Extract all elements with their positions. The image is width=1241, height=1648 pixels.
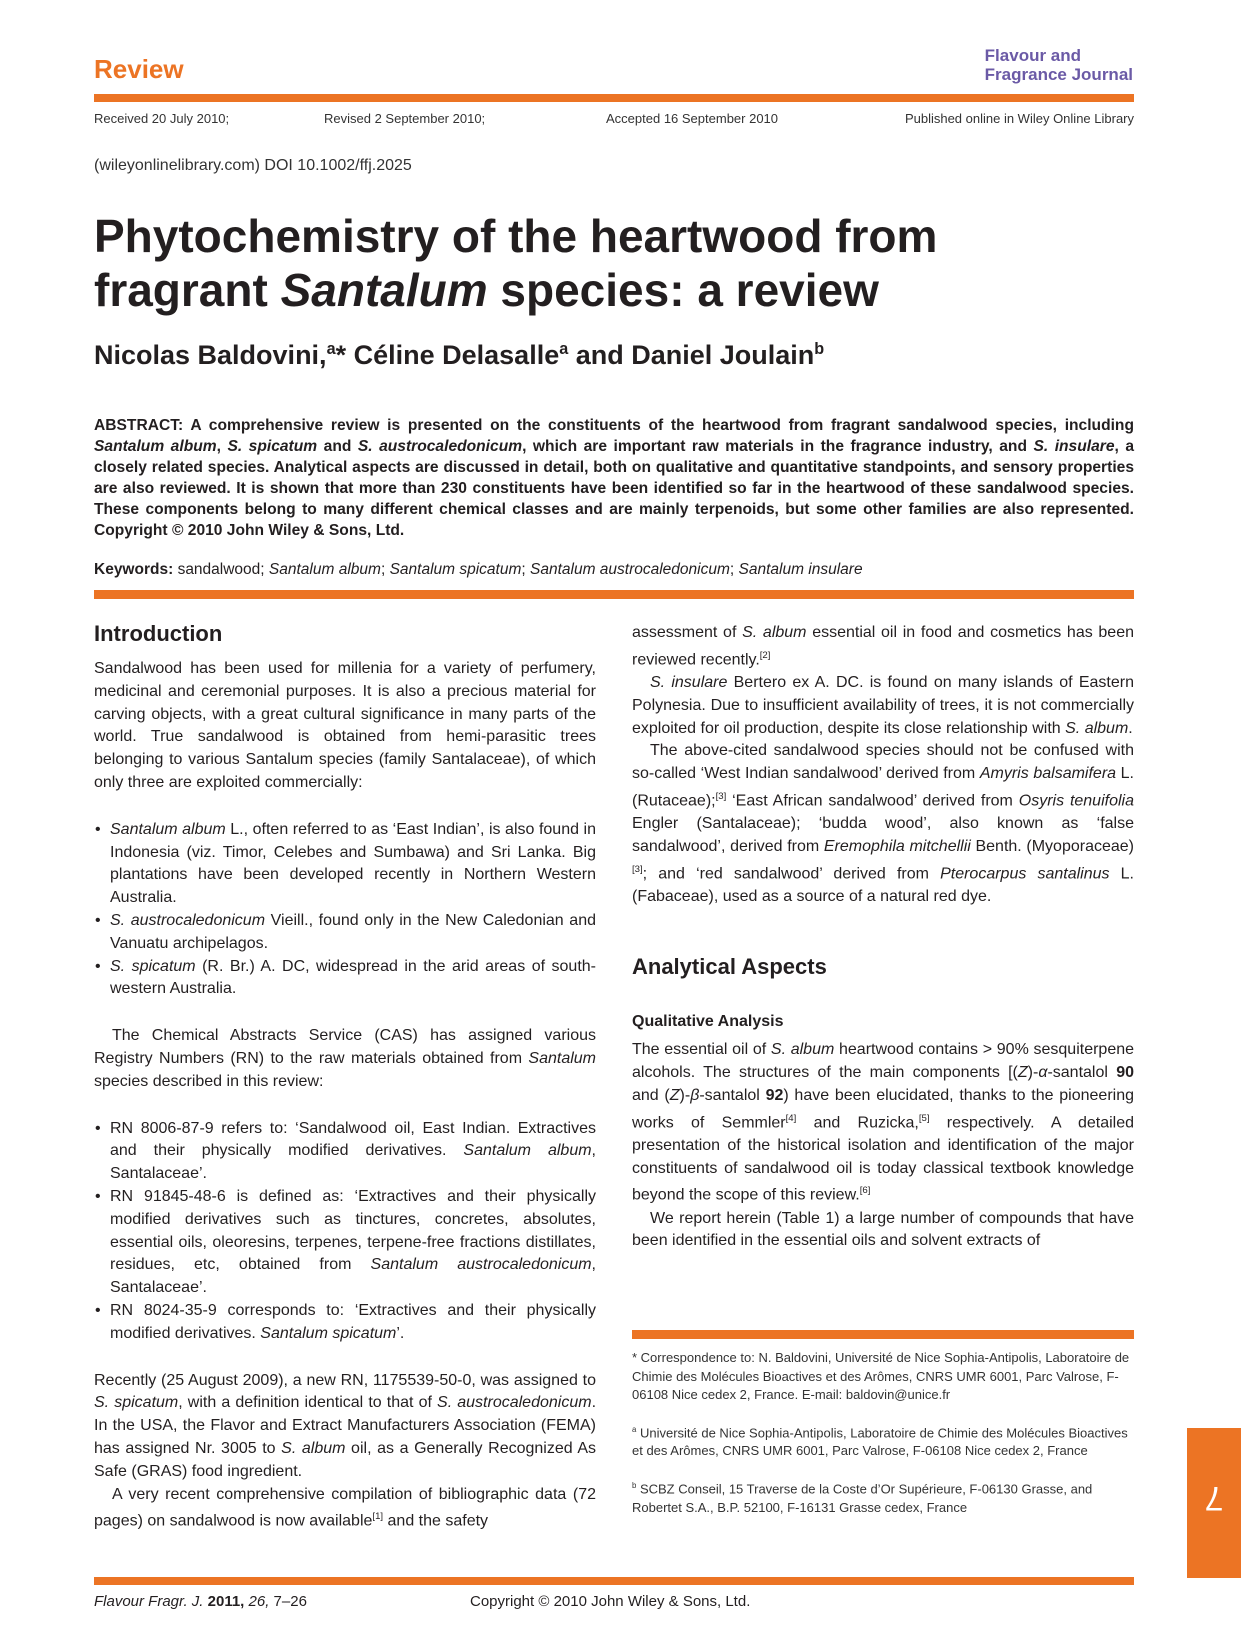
abstract: ABSTRACT: A comprehensive review is presented on the constituents of the heartwood from fragrant sandalwood species, including Santalum album, S. spicatum and S. austrocaledonicum, which are important raw materials in the fragrance industry, and S. insulare, a closely related species. Analytical aspects are discussed in detail, both on qualitative and quantitative standpoints, and sensory properties are also reviewed. It is shown that more than 230 constituents have been identified so far in the heartwood of these sandalwood species. These components belong to many different chemical classes and are mainly terpenoids, but some other families are also represented. Copyright © 2010 John Wiley & Sons, Ltd. (94, 417, 1135, 539)
footnote-rule (632, 1330, 1134, 1339)
journal-logo (985, 46, 1133, 84)
affiliation-footnote: $^b$ SCBZ Conseil, 15 Traverse de la Coste d’Or Supérieure, F-06130 Grasse, and Robertet S.A., B.P. 52100, F-16131 Grasse cedex, France (632, 1480, 1093, 1515)
abstract-rule (94, 590, 1134, 599)
paragraph: S. insulare Bertero ex A. DC. is found on many islands of Eastern Polynesia. Due to insufficient availability of trees, it is not commercially exploited for oil production, despite its close relationship with S. album. (632, 673, 1135, 737)
article-title: Phytochemistry of the heartwood from fragrant Santalum species: a review (94, 210, 938, 316)
left-column (94, 620, 596, 1533)
journal-logo-line2: Fragrance Journal (984, 65, 1133, 84)
list-item: • RN 8024-35-9 corresponds to: ‘Extractives and their physically modified derivatives. Santalum spicatum’. (110, 1300, 596, 1346)
citation: [3] (632, 863, 643, 875)
section-heading-introduction: Introduction (94, 621, 223, 646)
page-number-tab (1187, 1428, 1241, 1578)
correspondence-footnote: * Correspondence to: N. Baldovini, Université de Nice Sophia-Antipolis, Laboratoire de Chimie des Molécules Bioactives et des Arômes, CNRS UMR 6001, Parc Valrose, F-06108 Nice cedex 2, France. E-mail: baldovin@unice.fr (632, 1350, 1130, 1402)
footnotes (632, 1349, 1134, 1533)
subsection-heading-qualitative-analysis: Qualitative Analysis (632, 1012, 784, 1030)
keywords: Keywords: sandalwood; Santalum album; Santalum spicatum; Santalum austrocaledonicum; Santalum insulare (94, 561, 863, 578)
author: and Daniel Joulain (568, 340, 815, 370)
author-list: Nicolas Baldovini,$^a$* Céline Delasalle$^a$ and Daniel Joulain$^b$ (94, 340, 825, 370)
author: Céline Delasalle (346, 340, 560, 370)
paragraph: The Chemical Abstracts Service (CAS) has assigned various Registry Numbers (RN) to the raw materials obtained from Santalum species described in this review: (94, 1027, 596, 1090)
accepted-date: Accepted 16 September 2010 (606, 111, 779, 126)
header-rule (94, 94, 1134, 102)
page-number: 7 (1204, 1479, 1224, 1517)
section-heading-analytical-aspects: Analytical Aspects (632, 953, 827, 979)
paragraph: A very recent comprehensive compilation of bibliographic data (72 pages) on sandalwood is now available[1] and the safety (94, 1485, 596, 1530)
paragraph: We report herein (Table 1) a large number of compounds that have been identified in the essential oils and solvent extracts of (632, 1209, 1134, 1250)
citation: [4] (785, 1112, 797, 1124)
footer-citation: Flavour Fragr. J. 2011, 26, 7–26 (94, 1593, 307, 1610)
citation: [3] (715, 790, 727, 802)
doi: (wileyonlinelibrary.com) DOI 10.1002/ffj.2025 (94, 157, 412, 174)
published-online: Published online in Wiley Online Library (904, 111, 1134, 126)
right-column (632, 622, 1134, 1253)
list-item: • S. austrocaledonicum Vieill., found only in the New Caledonian and Vanuatu archipelagos. (110, 910, 596, 956)
registry-list (94, 1118, 596, 1346)
list-item: • S. spicatum (R. Br.) A. DC, widespread in the arid areas of south-western Australia. (110, 956, 596, 1002)
list-item: • RN 91845-48-6 is defined as: ‘Extractives and their physically modified derivatives such as tinctures, concretes, absolutes, essential oils, oleoresins, terpenes, terpene-free fractions distillates, residues, etc, obtained from Santalum austrocaledonicum, Santalaceae’. (110, 1186, 596, 1300)
citation: [6] (859, 1185, 871, 1197)
citation: [1] (372, 1511, 384, 1523)
species-list (94, 819, 596, 1001)
citation: [2] (759, 649, 771, 661)
author: Nicolas Baldovini, (94, 340, 327, 370)
citation: [5] (918, 1112, 930, 1124)
list-item: • Santalum album L., often referred to as ‘East Indian’, is also found in Indonesia (viz. Timor, Celebes and Sumbawa) and Sri Lanka. Big plantations have been developed recently in Northern Western Australia. (110, 819, 596, 910)
section-label: Review (94, 54, 184, 84)
paragraph: The above-cited sandalwood species should not be confused with so-called ‘West Indian sandalwood’ derived from Amyris balsamifera L. (Rutaceae);[3] ‘East African sandalwood’ derived from Osyris tenuifolia Engler (Santalaceae); ‘budda wood’, also known as ‘false sandalwood’, derived from Eremophila mitchellii Benth. (Myoporaceae)[3]; and ‘red sandalwood’ derived from Pterocarpus santalinus L. (Fabaceae), used as a source of a natural red dye. (632, 742, 1135, 905)
paragraph: Recently (25 August 2009), a new RN, 1175539-50-0, was assigned to S. spicatum, with a definition identical to that of S. austrocaledonicum. In the USA, the Flavor and Extract Manufacturers Association (FEMA) has assigned Nr. 3005 to S. album oil, as a Generally Recognized As Safe (GRAS) food ingredient. (94, 1371, 597, 1480)
paragraph: Sandalwood has been used for millenia for a variety of perfumery, medicinal and ceremonial purposes. It is also a precious material for carving objects, with a great cultural significance in many parts of the world. True sandalwood is obtained from hemi-parasitic trees belonging to various Santalum species (family Santalaceae), of which only three are exploited commercially: (94, 660, 596, 791)
footer-copyright: Copyright © 2010 John Wiley & Sons, Ltd. (470, 1593, 751, 1610)
revised-date: Revised 2 September 2010; (324, 111, 486, 126)
received-date: Received 20 July 2010; (94, 111, 230, 126)
affiliation-footnote: $^a$ Université de Nice Sophia-Antipolis, Laboratoire de Chimie des Molécules Bioactives et des Arômes, CNRS UMR 6001, Parc Valrose, F-06108 Nice cedex 2, France (632, 1424, 1128, 1459)
paragraph: The essential oil of S. album heartwood contains > 90% sesquiterpene alcohols. The structures of the main components [(Z)-α-santalol 90 and (Z)-β-santalol 92) have been elucidated, thanks to the pioneering works of Semmler[4] and Ruzicka,[5] respectively. A detailed presentation of the historical isolation and identification of the major constituents of sandalwood oil is today classical textbook knowledge beyond the scope of this review.[6] (632, 1041, 1135, 1204)
list-item: • RN 8006-87-9 refers to: ‘Sandalwood oil, East Indian. Extractives and their physically modified derivatives. Santalum album, Santalaceae’. (110, 1118, 596, 1186)
keywords-label: Keywords: (94, 561, 174, 578)
paragraph: assessment of S. album essential oil in food and cosmetics has been reviewed recently.[2] (632, 624, 1135, 669)
footer-rule (94, 1577, 1134, 1585)
journal-logo-line1: Flavour and (984, 46, 1082, 65)
